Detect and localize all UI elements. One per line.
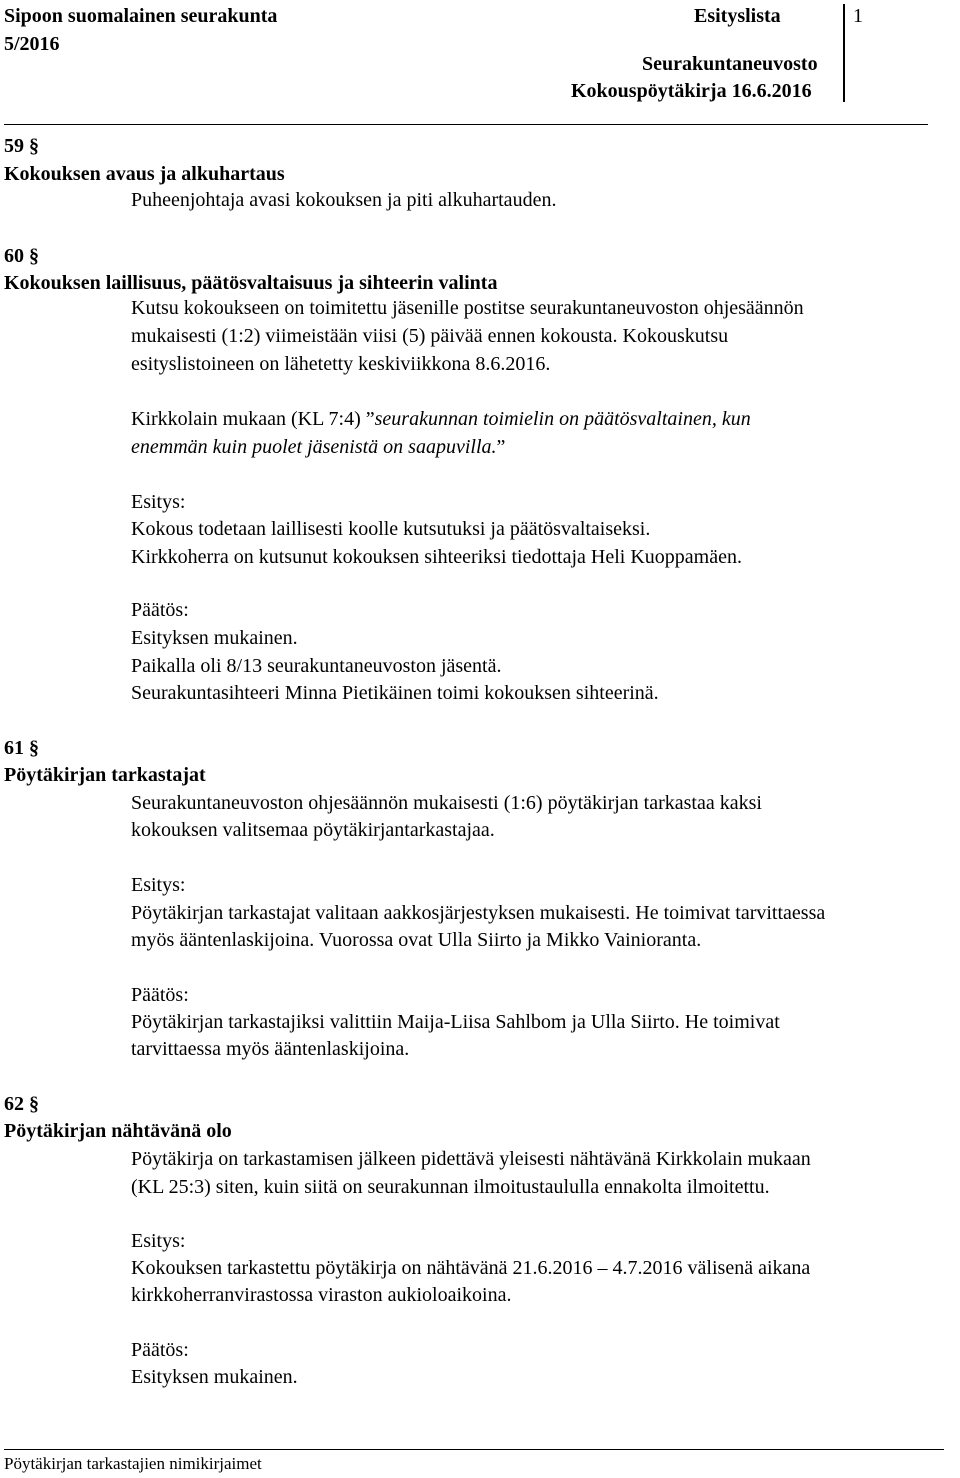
decision-label: Päätös: (131, 1339, 189, 1361)
section-text-line: mukaisesti (1:2) viimeistään viisi (5) päivää ennen kokousta. Kokouskutsu (131, 325, 729, 347)
section-text-line: Seurakuntaneuvoston ohjesäännön mukaisesti (1:6) pöytäkirjan tarkastaa kaksi (131, 792, 762, 814)
proposal-line: Pöytäkirjan tarkastajat valitaan aakkosjärjestyksen mukaisesti. He toimivat tarvittaessa (131, 902, 826, 924)
body-name: Seurakuntaneuvosto (642, 53, 818, 75)
page-number: 1 (853, 5, 863, 27)
organization-name: Sipoon suomalainen seurakunta (4, 5, 278, 27)
section-number: 62 § (4, 1093, 39, 1115)
section-text-line: kokouksen valitsemaa pöytäkirjantarkastajaa. (131, 819, 495, 841)
section-text-line: Puheenjohtaja avasi kokouksen ja piti alkuhartauden. (131, 189, 557, 211)
section-text-line: (KL 25:3) siten, kuin siitä on seurakunnan ilmoitustaululla ennakolta ilmoitettu. (131, 1176, 770, 1198)
issue-number: 5/2016 (4, 33, 60, 55)
proposal-label: Esitys: (131, 491, 186, 513)
proposal-line: Kokous todetaan laillisesti koolle kutsutuksi ja päätösvaltaiseksi. (131, 518, 651, 540)
section-title: Kokouksen avaus ja alkuhartaus (4, 163, 285, 185)
proposal-line: kirkkoherranvirastossa viraston aukioloaikoina. (131, 1284, 512, 1306)
footer-rule (4, 1449, 944, 1450)
minutes-date: Kokouspöytäkirja 16.6.2016 (571, 80, 812, 102)
law-quote-line-1: Kirkkolain mukaan (KL 7:4) ”seurakunnan toimielin on päätösvaltainen, kun (131, 408, 751, 430)
section-title: Pöytäkirjan tarkastajat (4, 764, 206, 786)
section-title: Kokouksen laillisuus, päätösvaltaisuus ja sihteerin valinta (4, 272, 498, 294)
section-number: 59 § (4, 135, 39, 157)
decision-line: Esityksen mukainen. (131, 627, 298, 649)
decision-line: Pöytäkirjan tarkastajiksi valittiin Maija-Liisa Sahlbom ja Ulla Siirto. He toimivat (131, 1011, 780, 1033)
section-text-line: Kutsu kokoukseen on toimitettu jäsenille postitse seurakuntaneuvoston ohjesäännön (131, 297, 804, 319)
proposal-line: myös ääntenlaskijoina. Vuorossa ovat Ulla Siirto ja Mikko Vainioranta. (131, 929, 702, 951)
decision-line: Paikalla oli 8/13 seurakuntaneuvoston jäsentä. (131, 655, 502, 677)
section-text-line: esityslistoineen on lähetetty keskiviikkona 8.6.2016. (131, 353, 551, 375)
section-number: 60 § (4, 245, 39, 267)
decision-line: Seurakuntasihteeri Minna Pietikäinen toimi kokouksen sihteerinä. (131, 682, 659, 704)
section-number: 61 § (4, 737, 39, 759)
signature-label: Pöytäkirjan tarkastajien nimikirjaimet (4, 1454, 262, 1473)
document-type: Esityslista (694, 5, 781, 27)
decision-line: tarvittaessa myös ääntenlaskijoina. (131, 1038, 410, 1060)
proposal-line: Kirkkoherra on kutsunut kokouksen sihteeriksi tiedottaja Heli Kuoppamäen. (131, 546, 742, 568)
law-quote-line-2: enemmän kuin puolet jäsenistä on saapuvilla.” (131, 436, 506, 458)
decision-line: Esityksen mukainen. (131, 1366, 298, 1388)
decision-label: Päätös: (131, 599, 189, 621)
header-divider-vertical (843, 4, 845, 102)
section-text-line: Pöytäkirja on tarkastamisen jälkeen pidettävä yleisesti nähtävänä Kirkkolain mukaan (131, 1148, 811, 1170)
decision-label: Päätös: (131, 984, 189, 1006)
section-title: Pöytäkirjan nähtävänä olo (4, 1120, 232, 1142)
header-rule (4, 124, 928, 125)
proposal-label: Esitys: (131, 1230, 186, 1252)
proposal-line: Kokouksen tarkastettu pöytäkirja on nähtävänä 21.6.2016 – 4.7.2016 välisenä aikana (131, 1257, 811, 1279)
proposal-label: Esitys: (131, 874, 186, 896)
